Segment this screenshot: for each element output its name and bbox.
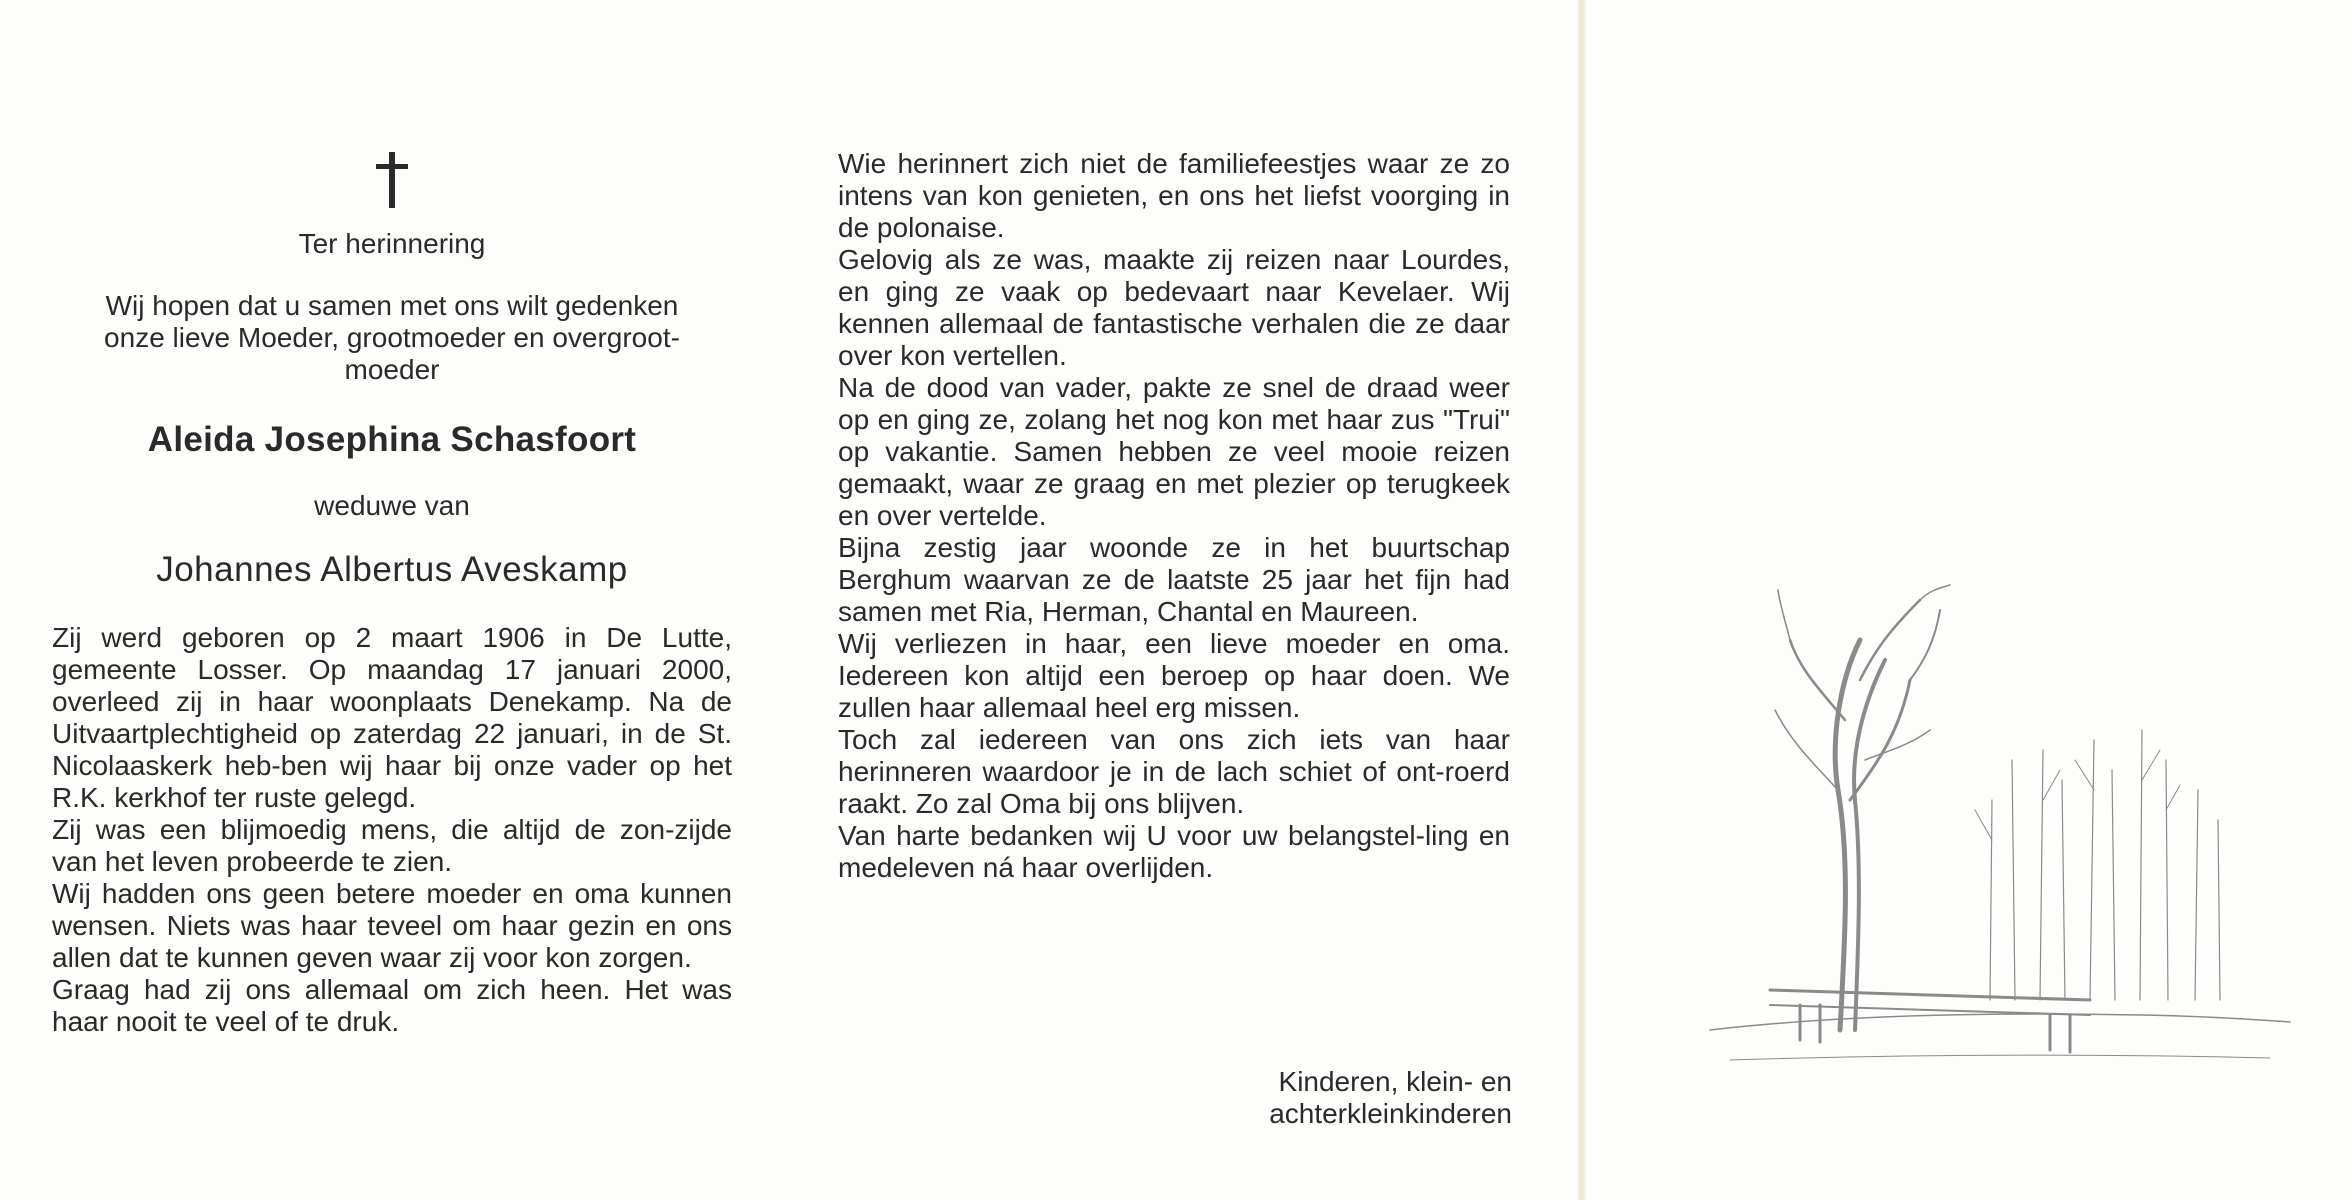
paragraph-family: Graag had zij ons allemaal om zich heen. Het was haar nooit te veel of te druk. xyxy=(52,974,732,1037)
paragraph-berghum: Bijna zestig jaar woonde ze in het buurtschap Berghum waarvan ze de laatste 25 jaar het fijn had samen met Ria, Herman, Chantal en Maureen. xyxy=(838,532,1510,627)
tree-bench-sketch xyxy=(1690,560,2300,1100)
biography xyxy=(52,622,732,1038)
paragraph-birth-death: Zij werd geboren op 2 maart 1906 in De Lutte, gemeente Losser. Op maandag 17 januari 2000, overleed zij in haar woonplaats Denekamp. Na de Uitvaartplechtigheid op zaterdag 22 januari, in de St. Nicolaaskerk heb-ben wij haar bij onze vader op het R.K. kerkhof ter ruste gelegd. xyxy=(52,622,732,813)
middle-column xyxy=(838,148,1510,884)
heading: Ter herinnering xyxy=(298,228,486,259)
widow-of: weduwe van xyxy=(314,490,470,521)
paragraph-thanks: Van harte bedanken wij U voor uw belangstel-ling en medeleven ná haar overlijden. xyxy=(838,820,1510,883)
deceased-name: Aleida Josephina Schasfoort xyxy=(147,420,637,459)
paragraph-character: Zij was een blijmoedig mens, die altijd de zon-zijde van het leven probeerde te zien. xyxy=(52,814,732,877)
paragraph-mother: Wij hadden ons geen betere moeder en oma kunnen wensen. Niets was haar teveel om haar gezin en ons allen dat te kunnen geven waar zij voor kon zorgen. xyxy=(52,878,732,973)
card-fold xyxy=(1578,0,1586,1200)
paragraph-loss: Wij verliezen in haar, een lieve moeder en oma. Iedereen kon altijd een beroep op haar doen. We zullen haar allemaal heel erg missen. xyxy=(838,628,1510,723)
paragraph-remember: Toch zal iedereen van ons zich iets van haar herinneren waardoor je in de lach schiet of ont-roerd raakt. Zo zal Oma bij ons blijven. xyxy=(838,724,1510,819)
paragraph-parties: Wie herinnert zich niet de familiefeestjes waar ze zo intens van kon genieten, en ons het liefst voorging in de polonaise. xyxy=(838,148,1510,243)
memories xyxy=(838,148,1510,884)
signature: Kinderen, klein- en achterkleinkinderen xyxy=(1269,1066,1512,1129)
paragraph-travels: Na de dood van vader, pakte ze snel de draad weer op en ging ze, zolang het nog kon met haar zus "Trui" op vakantie. Samen hebben ze veel mooie reizen gemaakt, waar ze graag en met plezier op terugkeek en over vertelde. xyxy=(838,372,1510,531)
intro-text: Wij hopen dat u samen met ons wilt gedenken onze lieve Moeder, grootmoeder en overgroot- moeder xyxy=(104,290,680,385)
husband-name: Johannes Albertus Aveskamp xyxy=(156,550,628,589)
cross-icon xyxy=(372,150,412,210)
left-column xyxy=(52,150,732,1038)
paragraph-pilgrimage: Gelovig als ze was, maakte zij reizen naar Lourdes, en ging ze vaak op bedevaart naar Kevelaer. Wij kennen allemaal de fantastische verhalen die ze daar over kon vertellen. xyxy=(838,244,1510,371)
